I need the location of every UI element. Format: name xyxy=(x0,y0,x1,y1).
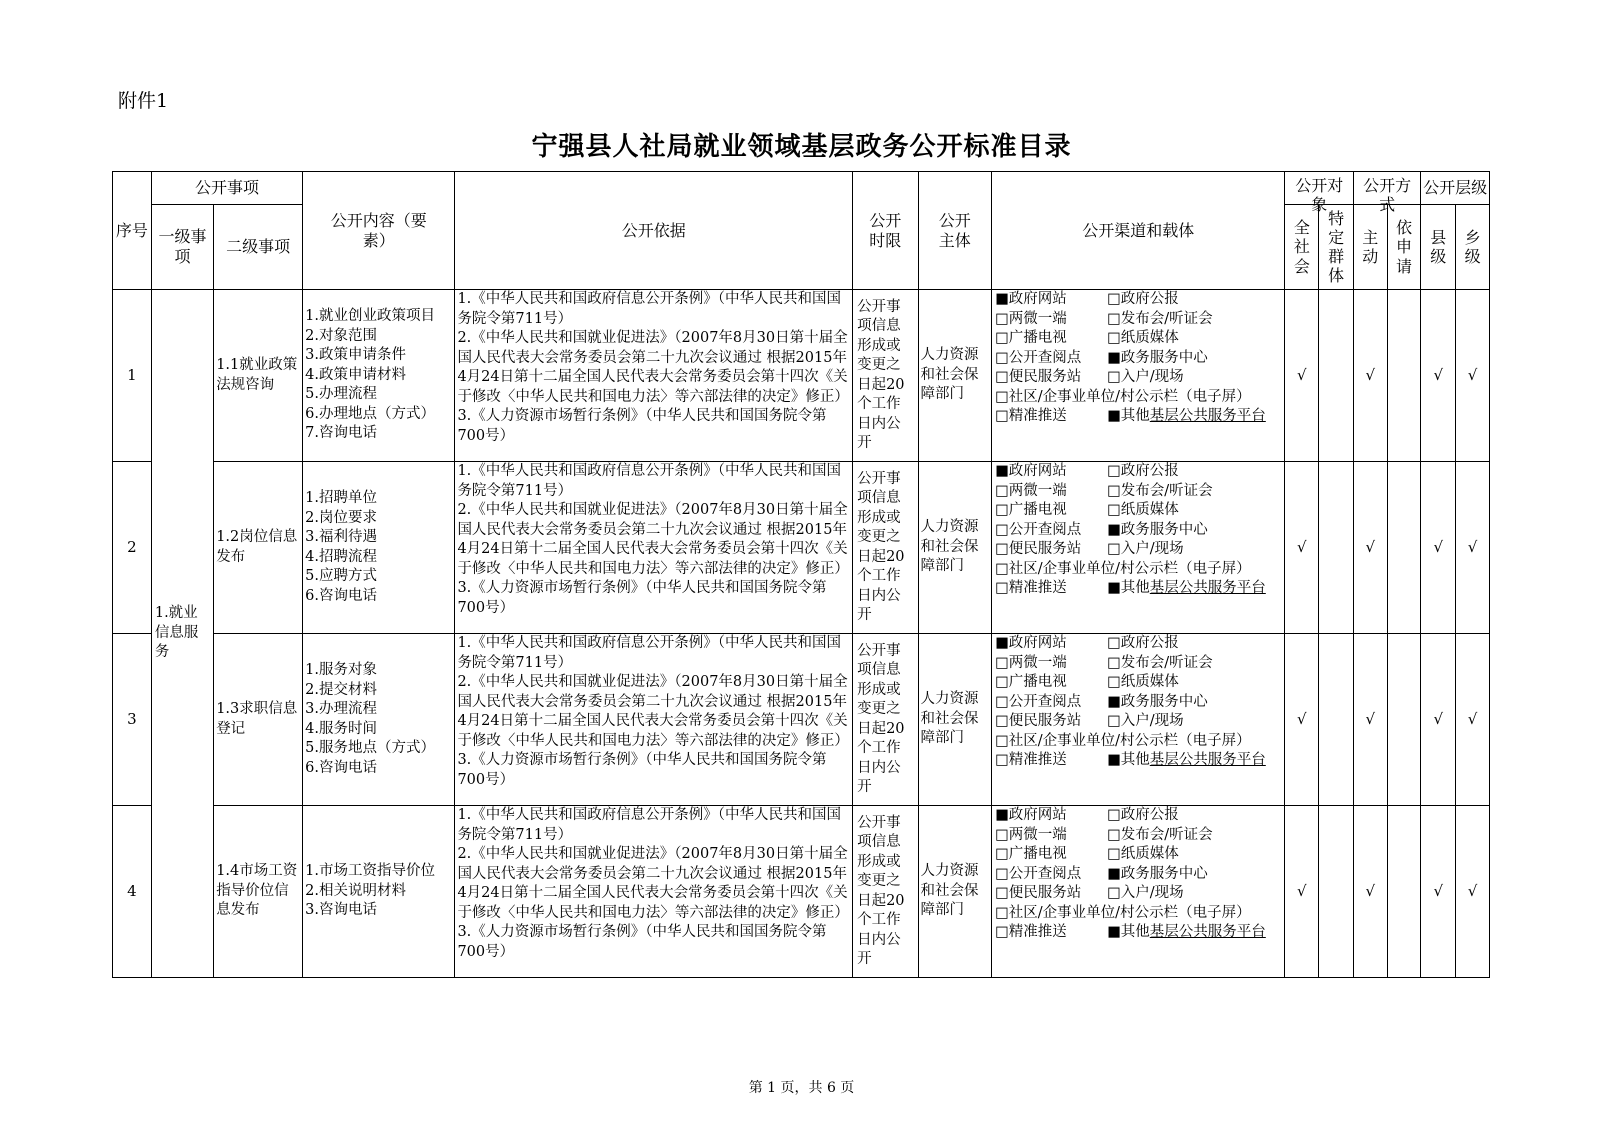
row-channels xyxy=(992,462,1285,634)
table-row xyxy=(113,290,1490,462)
channel-gov-website: ■政府网站 xyxy=(995,635,1067,651)
row-content xyxy=(303,290,455,462)
content-item: 3.咨询电话 xyxy=(305,902,377,919)
row-basis xyxy=(455,806,853,978)
basis-item: 3.《人力资源市场暂行条例》（中华人民共和国国务院令第700号） xyxy=(457,752,827,788)
check-method-request xyxy=(1387,462,1421,634)
basis-item: 3.《人力资源市场暂行条例》（中华人民共和国国务院令第700号） xyxy=(457,408,827,444)
channel-door-to-door: □入户/现场 xyxy=(1107,369,1184,385)
channel-gov-gazette: □政府公报 xyxy=(1107,291,1179,307)
channel-two-wei-one-duan: □两微一端 xyxy=(995,310,1067,327)
channel-other: ■其他基层公共服务平台 xyxy=(1107,752,1266,768)
table-row xyxy=(113,806,1490,978)
channel-paper-media: □纸质媒体 xyxy=(1107,846,1179,862)
basis-item: 2.《中华人民共和国就业促进法》（2007年8月30日第十届全国人民代表大会常务委员会第二十九次会议通过 根据2015年4月24日第十二届全国人民代表大会常务委员会第十四次《关于修改〈中华人民共和国电力法〉等六部法律的决定》修正） xyxy=(457,674,849,749)
catalog-table xyxy=(112,171,1490,978)
header-seq: 序号 xyxy=(113,172,152,290)
channel-broadcast-tv: □广播电视 xyxy=(995,502,1067,518)
check-audience-all: √ xyxy=(1285,806,1319,978)
check-level-county: √ xyxy=(1421,462,1456,634)
channel-gov-website: ■政府网站 xyxy=(995,807,1067,823)
channel-gov-service-center: ■政务服务中心 xyxy=(1107,521,1208,538)
channel-broadcast-tv: □广播电视 xyxy=(995,846,1067,862)
row-subject: 人力资源和社会保障部门 xyxy=(918,462,992,634)
check-audience-all: √ xyxy=(1285,462,1319,634)
content-item: 1.就业创业政策项目 xyxy=(305,308,435,325)
channel-two-wei-one-duan: □两微一端 xyxy=(995,826,1067,843)
header-time-limit: 公开时限 xyxy=(853,172,918,290)
content-item: 2.对象范围 xyxy=(305,327,377,344)
check-method-active: √ xyxy=(1353,462,1387,634)
row-level2-item: 1.3求职信息登记 xyxy=(214,634,303,806)
content-item: 5.服务地点（方式） xyxy=(305,740,435,756)
page-footer: 第 1 页，共 6 页 xyxy=(748,1080,855,1096)
content-item: 5.办理流程 xyxy=(305,386,377,403)
channel-other-value: 基层公共服务平台 xyxy=(1149,408,1266,424)
header-method-request: 依申请 xyxy=(1387,205,1421,290)
header-audience-all: 全社会 xyxy=(1285,205,1319,290)
row-level2-item: 1.1就业政策法规咨询 xyxy=(214,290,303,462)
content-item: 5.应聘方式 xyxy=(305,568,377,584)
table-row xyxy=(113,462,1490,634)
content-item: 6.咨询电话 xyxy=(305,587,377,604)
channel-two-wei-one-duan: □两微一端 xyxy=(995,654,1067,671)
check-level-county: √ xyxy=(1421,634,1456,806)
channel-convenience-station: □便民服务站 xyxy=(995,541,1082,557)
header-subject: 公开主体 xyxy=(918,172,992,290)
channel-gov-service-center: ■政务服务中心 xyxy=(1107,349,1208,366)
channel-other-value: 基层公共服务平台 xyxy=(1149,752,1266,768)
channel-press-conference: □发布会/听证会 xyxy=(1107,826,1213,843)
header-method: 公开方式 xyxy=(1353,172,1420,205)
check-audience-specific xyxy=(1319,462,1354,634)
check-audience-all: √ xyxy=(1285,634,1319,806)
channel-other: ■其他基层公共服务平台 xyxy=(1107,924,1266,940)
check-level-county: √ xyxy=(1421,806,1456,978)
channel-press-conference: □发布会/听证会 xyxy=(1107,654,1213,671)
content-item: 1.市场工资指导价位 xyxy=(305,863,435,880)
channel-door-to-door: □入户/现场 xyxy=(1107,885,1184,901)
header-level1: 一级事项 xyxy=(151,205,213,290)
channel-other-value: 基层公共服务平台 xyxy=(1149,580,1266,596)
channel-paper-media: □纸质媒体 xyxy=(1107,502,1179,518)
channel-gov-service-center: ■政务服务中心 xyxy=(1107,865,1208,882)
check-level-township: √ xyxy=(1456,806,1490,978)
check-method-request xyxy=(1387,290,1421,462)
content-item: 6.办理地点（方式） xyxy=(305,405,435,422)
channel-other: ■其他基层公共服务平台 xyxy=(1107,580,1266,596)
check-audience-specific xyxy=(1319,290,1354,462)
header-channels: 公开渠道和载体 xyxy=(992,172,1285,290)
check-level-county: √ xyxy=(1421,290,1456,462)
channel-convenience-station: □便民服务站 xyxy=(995,369,1082,385)
channel-precise-push: □精准推送 xyxy=(995,752,1067,768)
channel-convenience-station: □便民服务站 xyxy=(995,885,1082,901)
content-item: 1.招聘单位 xyxy=(305,490,377,506)
channel-gov-gazette: □政府公报 xyxy=(1107,463,1179,479)
check-method-active: √ xyxy=(1353,290,1387,462)
channel-broadcast-tv: □广播电视 xyxy=(995,674,1067,690)
row-channels xyxy=(992,806,1285,978)
channel-public-reading: □公开查阅点 xyxy=(995,865,1082,882)
row-subject: 人力资源和社会保障部门 xyxy=(918,634,992,806)
content-item: 4.招聘流程 xyxy=(305,548,377,565)
row-time-limit: 公开事项信息形成或变更之日起20个工作日内公开 xyxy=(853,806,918,978)
channel-other: ■其他基层公共服务平台 xyxy=(1107,408,1266,424)
row-content xyxy=(303,806,455,978)
channel-press-conference: □发布会/听证会 xyxy=(1107,482,1213,499)
channel-precise-push: □精准推送 xyxy=(995,924,1067,940)
channel-door-to-door: □入户/现场 xyxy=(1107,713,1184,729)
header-level-county: 县级 xyxy=(1421,205,1456,290)
channel-public-reading: □公开查阅点 xyxy=(995,693,1082,710)
basis-item: 3.《人力资源市场暂行条例》（中华人民共和国国务院令第700号） xyxy=(457,580,827,616)
channel-gov-gazette: □政府公报 xyxy=(1107,807,1179,823)
content-item: 6.咨询电话 xyxy=(305,759,377,776)
check-audience-all: √ xyxy=(1285,290,1319,462)
row-content xyxy=(303,634,455,806)
row-time-limit: 公开事项信息形成或变更之日起20个工作日内公开 xyxy=(853,634,918,806)
header-basis: 公开依据 xyxy=(455,172,853,290)
basis-item: 2.《中华人民共和国就业促进法》（2007年8月30日第十届全国人民代表大会常务委员会第二十九次会议通过 根据2015年4月24日第十二届全国人民代表大会常务委员会第十四次《关于修改〈中华人民共和国电力法〉等六部法律的决定》修正） xyxy=(457,846,849,921)
basis-item: 2.《中华人民共和国就业促进法》（2007年8月30日第十届全国人民代表大会常务委员会第二十九次会议通过 根据2015年4月24日第十二届全国人民代表大会常务委员会第十四次《关于修改〈中华人民共和国电力法〉等六部法律的决定》修正） xyxy=(457,502,849,577)
check-level-township: √ xyxy=(1456,634,1490,806)
channel-gov-website: ■政府网站 xyxy=(995,291,1067,307)
row-subject: 人力资源和社会保障部门 xyxy=(918,290,992,462)
row-channels xyxy=(992,634,1285,806)
channel-press-conference: □发布会/听证会 xyxy=(1107,310,1213,327)
row-content xyxy=(303,462,455,634)
basis-item: 1.《中华人民共和国政府信息公开条例》（中华人民共和国国务院令第711号） xyxy=(457,807,842,843)
check-level-township: √ xyxy=(1456,462,1490,634)
check-method-request xyxy=(1387,806,1421,978)
channel-community-board: □社区/企事业单位/村公示栏（电子屏） xyxy=(995,560,1251,577)
header-matters: 公开事项 xyxy=(151,172,302,205)
table-row xyxy=(113,634,1490,806)
channel-other-value: 基层公共服务平台 xyxy=(1149,924,1266,940)
row-seq: 1 xyxy=(113,290,152,462)
channel-community-board: □社区/企事业单位/村公示栏（电子屏） xyxy=(995,388,1251,405)
header-audience-specific: 特定群体 xyxy=(1319,205,1354,290)
row-basis xyxy=(455,290,853,462)
check-audience-specific xyxy=(1319,806,1354,978)
attachment-label: 附件1 xyxy=(118,90,169,112)
page-title: 宁强县人社局就业领域基层政务公开标准目录 xyxy=(531,132,1072,162)
channel-gov-service-center: ■政务服务中心 xyxy=(1107,693,1208,710)
header-level-township: 乡级 xyxy=(1456,205,1490,290)
channel-precise-push: □精准推送 xyxy=(995,408,1067,424)
level1-item: 1.就业信息服务 xyxy=(151,290,213,978)
channel-precise-push: □精准推送 xyxy=(995,580,1067,596)
header-level2: 二级事项 xyxy=(214,205,303,290)
basis-item: 3.《人力资源市场暂行条例》（中华人民共和国国务院令第700号） xyxy=(457,924,827,960)
row-seq: 4 xyxy=(113,806,152,978)
content-item: 3.政策申请条件 xyxy=(305,347,406,364)
header-level: 公开层级 xyxy=(1421,172,1490,205)
content-item: 4.服务时间 xyxy=(305,720,377,737)
check-audience-specific xyxy=(1319,634,1354,806)
row-subject: 人力资源和社会保障部门 xyxy=(918,806,992,978)
content-item: 2.提交材料 xyxy=(305,681,377,698)
channel-convenience-station: □便民服务站 xyxy=(995,713,1082,729)
row-seq: 3 xyxy=(113,634,152,806)
check-method-active: √ xyxy=(1353,806,1387,978)
content-item: 2.岗位要求 xyxy=(305,509,377,526)
content-item: 1.服务对象 xyxy=(305,662,377,678)
row-level2-item: 1.2岗位信息发布 xyxy=(214,462,303,634)
header-method-active: 主动 xyxy=(1353,205,1387,290)
channel-paper-media: □纸质媒体 xyxy=(1107,674,1179,690)
row-time-limit: 公开事项信息形成或变更之日起20个工作日内公开 xyxy=(853,290,918,462)
channel-community-board: □社区/企事业单位/村公示栏（电子屏） xyxy=(995,732,1251,749)
row-level2-item: 1.4市场工资指导价位信息发布 xyxy=(214,806,303,978)
basis-item: 1.《中华人民共和国政府信息公开条例》（中华人民共和国国务院令第711号） xyxy=(457,635,842,671)
channel-gov-website: ■政府网站 xyxy=(995,463,1067,479)
check-level-township: √ xyxy=(1456,290,1490,462)
content-item: 3.办理流程 xyxy=(305,701,377,717)
channel-gov-gazette: □政府公报 xyxy=(1107,635,1179,651)
content-item: 7.咨询电话 xyxy=(305,425,377,442)
channel-two-wei-one-duan: □两微一端 xyxy=(995,482,1067,499)
row-seq: 2 xyxy=(113,462,152,634)
check-method-active: √ xyxy=(1353,634,1387,806)
basis-item: 1.《中华人民共和国政府信息公开条例》（中华人民共和国国务院令第711号） xyxy=(457,463,842,499)
basis-item: 1.《中华人民共和国政府信息公开条例》（中华人民共和国国务院令第711号） xyxy=(457,291,842,327)
channel-paper-media: □纸质媒体 xyxy=(1107,330,1179,346)
basis-item: 2.《中华人民共和国就业促进法》（2007年8月30日第十届全国人民代表大会常务委员会第二十九次会议通过 根据2015年4月24日第十二届全国人民代表大会常务委员会第十四次《关于修改〈中华人民共和国电力法〉等六部法律的决定》修正） xyxy=(457,330,849,405)
content-item: 2.相关说明材料 xyxy=(305,882,406,899)
header-audience: 公开对象 xyxy=(1285,172,1353,205)
row-channels xyxy=(992,290,1285,462)
channel-community-board: □社区/企事业单位/村公示栏（电子屏） xyxy=(995,904,1251,921)
row-time-limit: 公开事项信息形成或变更之日起20个工作日内公开 xyxy=(853,462,918,634)
channel-public-reading: □公开查阅点 xyxy=(995,349,1082,366)
channel-door-to-door: □入户/现场 xyxy=(1107,541,1184,557)
row-basis xyxy=(455,634,853,806)
check-method-request xyxy=(1387,634,1421,806)
content-item: 3.福利待遇 xyxy=(305,529,377,545)
content-item: 4.政策申请材料 xyxy=(305,366,406,383)
channel-broadcast-tv: □广播电视 xyxy=(995,330,1067,346)
channel-public-reading: □公开查阅点 xyxy=(995,521,1082,538)
header-content: 公开内容（要素） xyxy=(303,172,455,290)
row-basis xyxy=(455,462,853,634)
